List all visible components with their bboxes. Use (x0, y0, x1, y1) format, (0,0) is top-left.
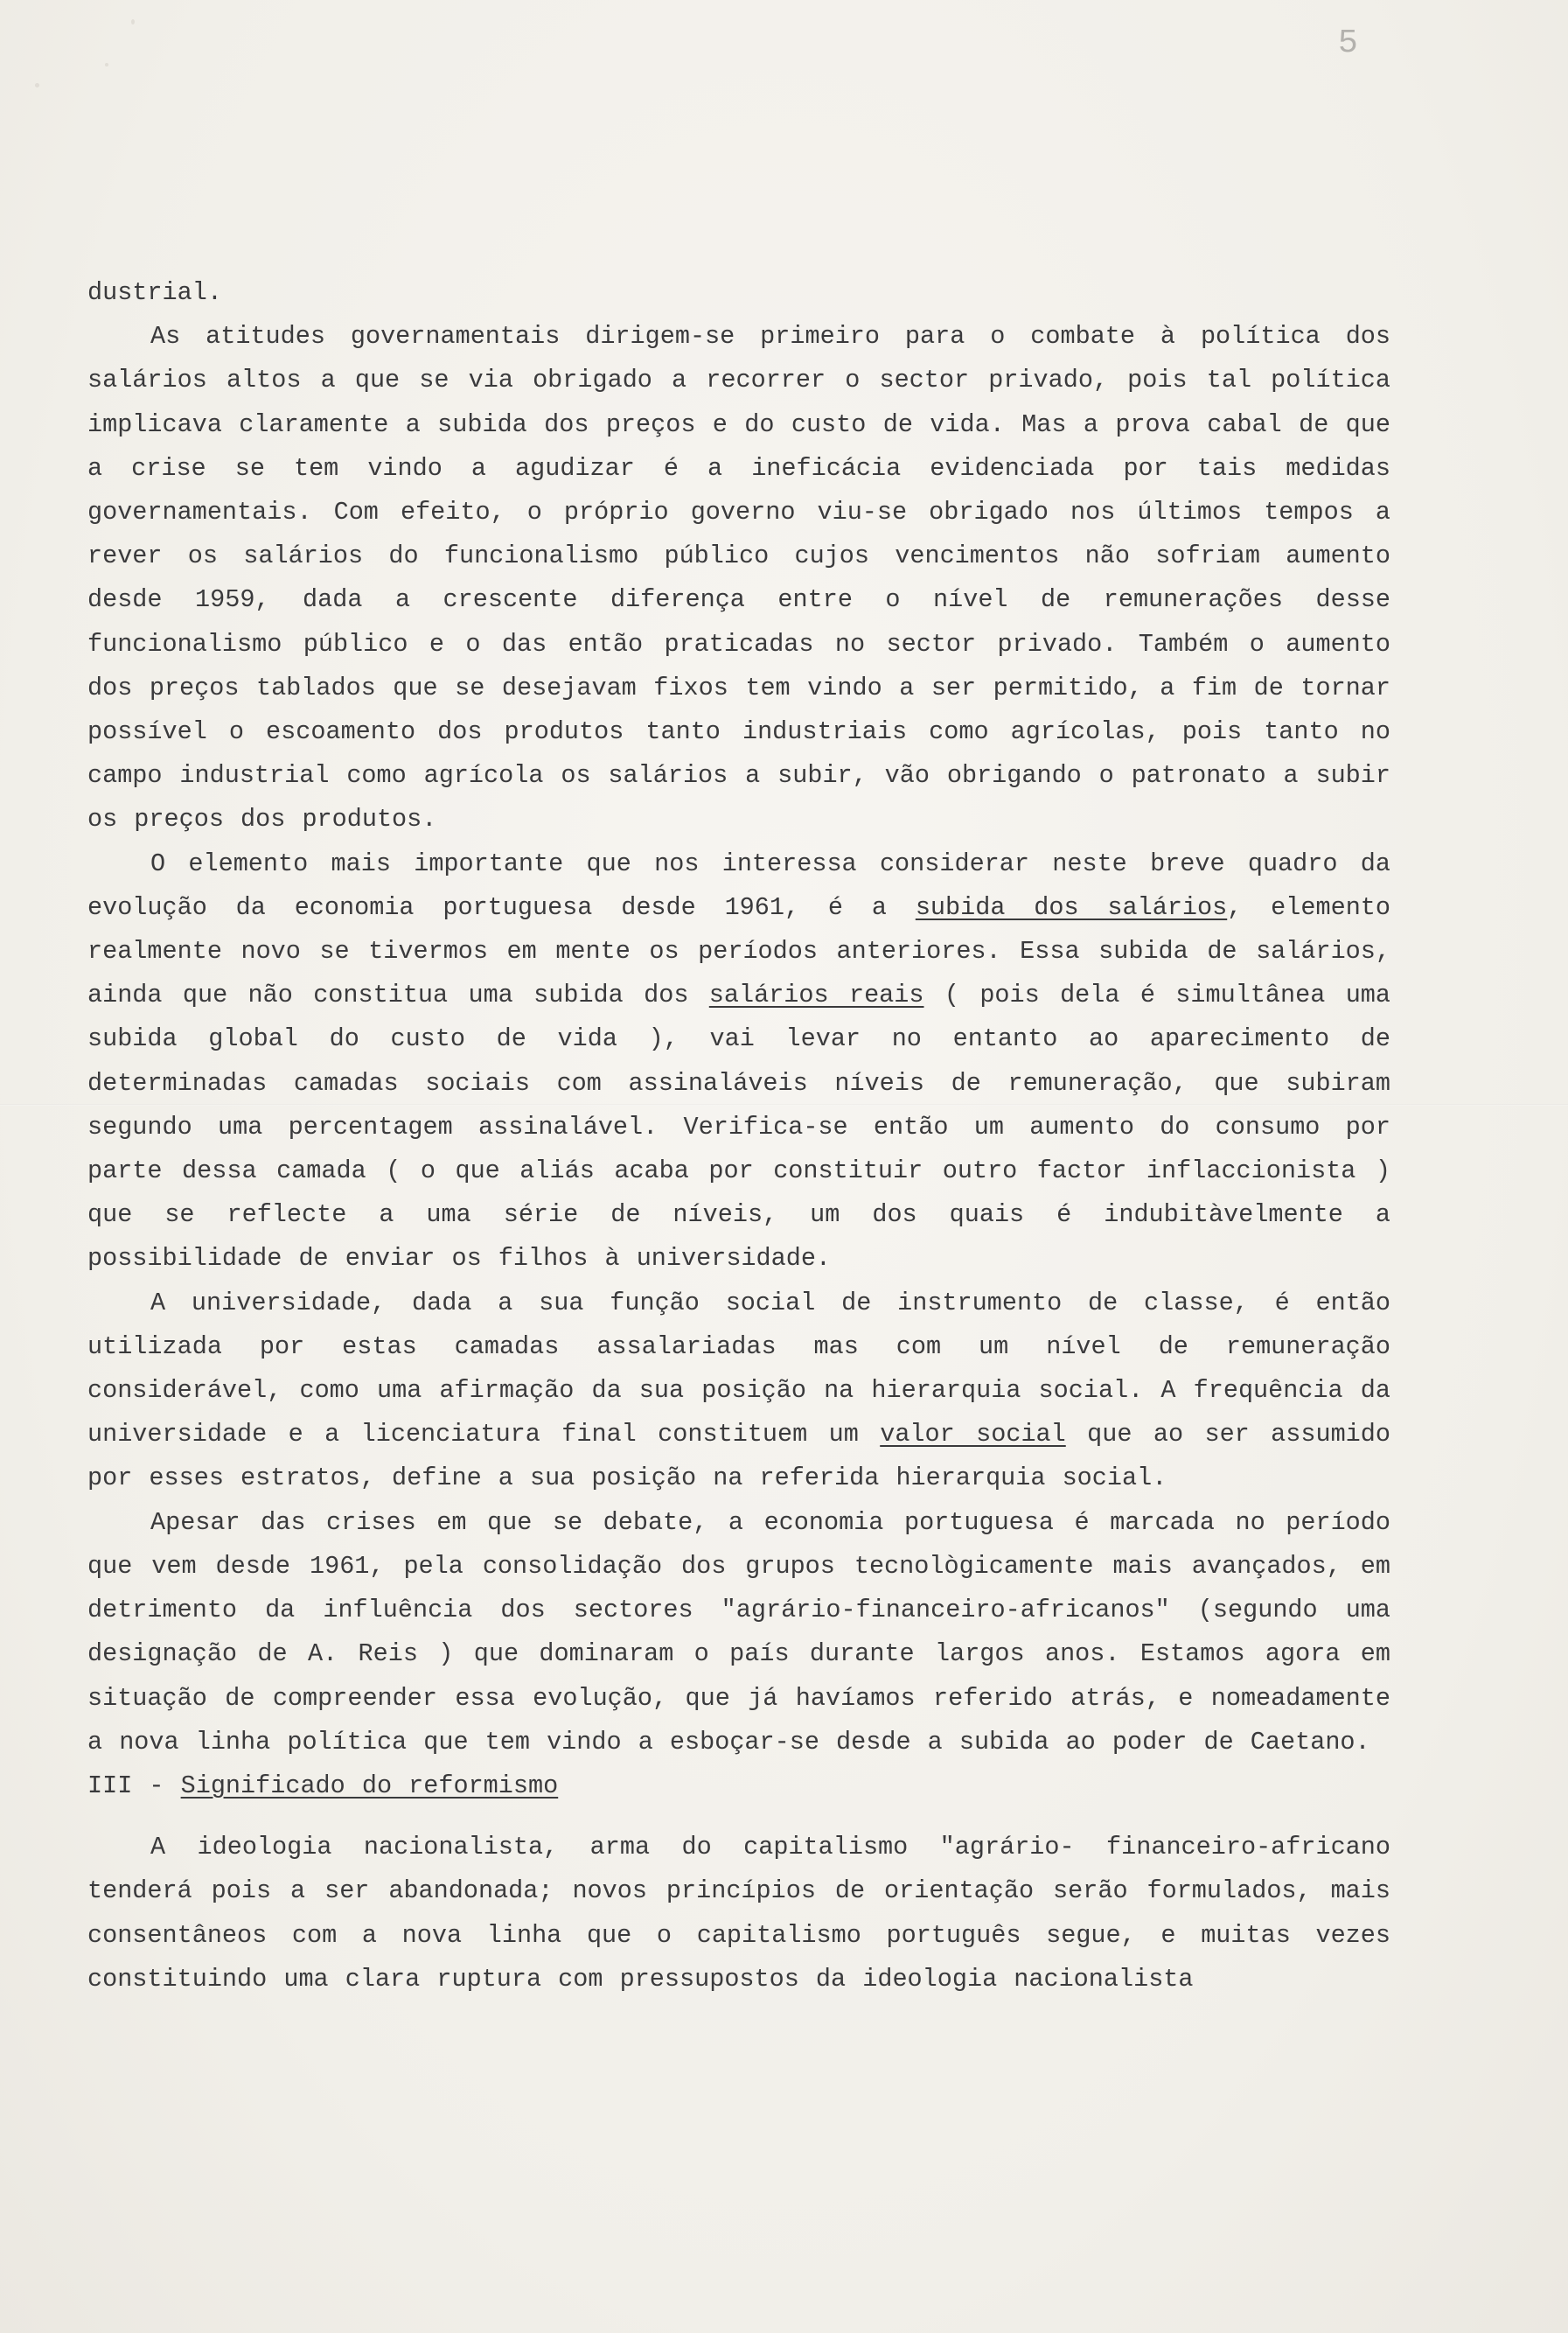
ink-speck (105, 63, 108, 66)
underlined-phrase: salários reais (708, 981, 924, 1010)
text-run: O elemento mais importante que nos interessa considerar neste breve quadro da evolução da economia portuguesa desde 1961, é a (87, 849, 1390, 922)
paragraph (87, 842, 1390, 1282)
paragraph (87, 1282, 1390, 1501)
underlined-phrase: subida dos salários (915, 892, 1228, 922)
paragraph-continuation: dustrial. (87, 278, 222, 307)
paragraph: Apesar das crises em que se debate, a economia portuguesa é marcada no período que vem desde 1961, pela consolidação dos grupos tecnològicamente mais avançados, em detrimento da influência dos sectores "agrário-financeiro-africanos" (segundo uma designação de A. Reis ) que dominaram o país durante largos anos. Estamos agora em situação de compreender essa evolução, que já havíamos referido atrás, e nomeadamente a nova linha política que tem vindo a esboçar-se desde a subida ao poder de Caetano. (87, 1507, 1390, 1757)
ink-speck (35, 83, 39, 87)
ink-speck (131, 19, 135, 24)
text-run: A universidade, dada a sua função social de instrumento de classe, é então utilizada por estas camadas assalariadas mas com um nível de remuneração considerável, como uma afirmação da sua posição na hierarquia social. A frequência da universidade e a licenciatura final constituem um (87, 1288, 1390, 1449)
section-title: Significado do reformismo (180, 1771, 559, 1800)
text-run: que ao ser assumido por esses estratos, define a sua posição na referida hierarquia social. (87, 1420, 1390, 1493)
paragraph: A ideologia nacionalista, arma do capitalismo "agrário- financeiro-africano tenderá pois a ser abandonada; novos princípios de orientação serão formulados, mais consentâneos com a nova linha que o capitalismo português segue, e muitas vezes constituindo uma clara ruptura com pressupostos da ideologia nacionalista (87, 1833, 1390, 1994)
section-heading (87, 1764, 1390, 1808)
paragraph: As atitudes governamentais dirigem-se primeiro para o combate à política dos salários altos a que se via obrigado a recorrer o sector privado, pois tal política implicava claramente a subida dos preços e do custo de vida. Mas a prova cabal de que a crise se tem vindo a agudizar é a ineficácia evidenciada por tais medidas governamentais. Com efeito, o próprio governo viu-se obrigado nos últimos tempos a rever os salários do funcionalismo público cujos vencimentos não sofriam aumento desde 1959, dada a crescente diferença entre o nível de remunerações desse funcionalismo público e o das então praticadas no sector privado. Também o aumento dos preços tablados que se desejavam fixos tem vindo a ser permitido, a fim de tornar possível o escoamento dos produtos tanto industriais como agrícolas, pois tanto no campo industrial como agrícola os salários a subir, vão obrigando o patronato a subir os preços dos produtos. (87, 322, 1390, 835)
section-number: III - (87, 1771, 181, 1800)
body-text (87, 271, 1390, 2001)
text-run: , elemento realmente novo se tivermos em mente os períodos anteriores. Essa subida de salários, ainda que não constitua uma subida dos (87, 892, 1390, 1010)
page-number: 5 (1338, 24, 1359, 62)
text-run: ( pois dela é simultânea uma subida global do custo de vida ), vai levar no entanto ao aparecimento de determinadas camadas sociais com assinaláveis níveis de remuneração, que subiram segundo uma percentagem assinalável. Verifica-se então um aumento do consumo por parte dessa camada ( o que aliás acaba por constituir outro factor inflaccionista ) que se reflecte a uma série de níveis, um dos quais é indubitàvelmente a possibilidade de enviar os filhos à universidade. (87, 981, 1391, 1274)
underlined-phrase: valor social (880, 1420, 1066, 1449)
